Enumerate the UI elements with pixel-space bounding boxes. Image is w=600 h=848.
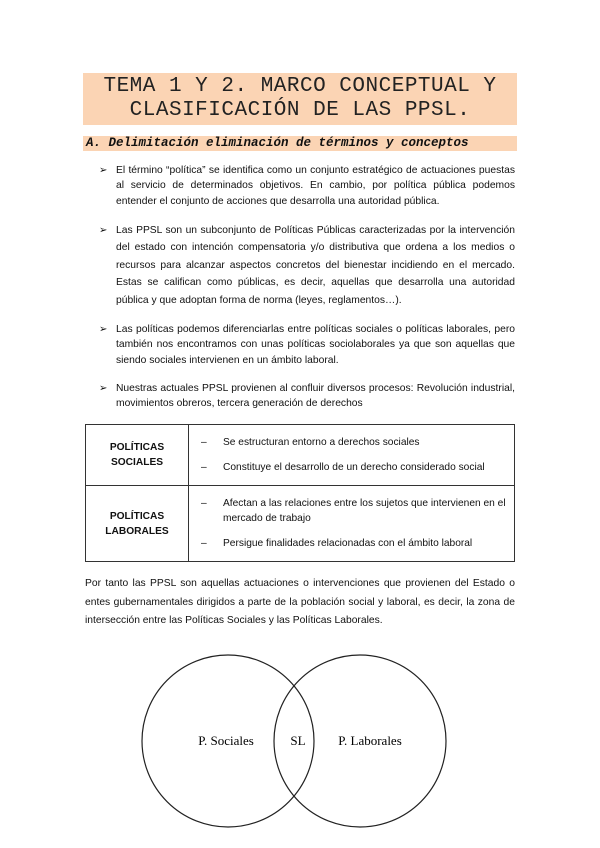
venn-diagram bbox=[0, 651, 600, 831]
row-items bbox=[189, 425, 515, 486]
document-title bbox=[83, 73, 517, 125]
list-item: – Persigue finalidades relacionadas con el ámbito laboral bbox=[201, 538, 473, 550]
arrow-bullet-icon: ➢ bbox=[99, 323, 108, 335]
table-row bbox=[86, 486, 515, 562]
list-item: – Afectan a las relaciones entre los sujetos que intervienen en el mercado de trabajo bbox=[201, 498, 506, 525]
row-header: POLÍTICAS SOCIALES bbox=[86, 425, 189, 486]
bullet-item: ➢ Las PPSL son un subconjunto de Políticas Públicas caracterizadas por la intervención del estado con intención compensatoria y/o distributiva que ordena a los medios o recursos para alcanzar aspectos concretos del bienestar incidiendo en el mercado. Estas se califican como públicas, es decir, aquellas que desarrolla una autoridad pública y que adoptan forma de norma (leyes, reglamentos…). bbox=[99, 222, 515, 309]
table-row bbox=[86, 425, 515, 486]
conclusion-paragraph: Por tanto las PPSL son aquellas actuaciones o intervenciones que provienen del Estado o entes gubernamentales dirigidos a parte de la población social y laboral, es decir, la zona de intersección entre las Políticas Sociales y las Políticas Laborales. bbox=[85, 578, 515, 627]
list-item: – Se estructuran entorno a derechos sociales bbox=[201, 437, 420, 449]
list-item: – Constituye el desarrollo de un derecho considerado social bbox=[201, 462, 485, 474]
venn-label-left: P. Sociales bbox=[198, 732, 254, 748]
section-heading: A. Delimitación eliminación de términos y conceptos bbox=[83, 136, 517, 151]
venn-label-right: P. Laborales bbox=[338, 732, 402, 748]
row-header: POLÍTICAS LABORALES bbox=[86, 486, 189, 562]
arrow-bullet-icon: ➢ bbox=[99, 165, 108, 176]
arrow-bullet-icon: ➢ bbox=[99, 382, 108, 394]
bullet-item: ➢ El término “política” se identifica como un conjunto estratégico de actuaciones puestas al servicio de determinados objetivos. En cambio, por política pública podemos entender el conjunto de acciones que desarrolla una autoridad pública. bbox=[99, 165, 515, 207]
bullet-item: ➢ Nuestras actuales PPSL provienen al confluir diversos procesos: Revolución industrial, movimientos obreros, tercera generación de derechos bbox=[99, 382, 515, 410]
bullet-item: ➢ Las políticas podemos diferenciarlas entre políticas sociales o políticas laborales, pero también nos encontramos con unas políticas sociolaborales ya que son aquellas que siendo sociales intervienen en un ámbito laboral. bbox=[99, 323, 515, 366]
policies-table bbox=[85, 424, 515, 562]
title-line-1: TEMA 1 Y 2. MARCO CONCEPTUAL Y bbox=[103, 75, 497, 98]
row-items bbox=[189, 486, 515, 562]
title-line-2: CLASIFICACIÓN DE LAS PPSL. bbox=[129, 99, 471, 122]
venn-label-center: SL bbox=[290, 732, 306, 748]
document-body bbox=[85, 163, 515, 831]
arrow-bullet-icon: ➢ bbox=[99, 224, 108, 236]
